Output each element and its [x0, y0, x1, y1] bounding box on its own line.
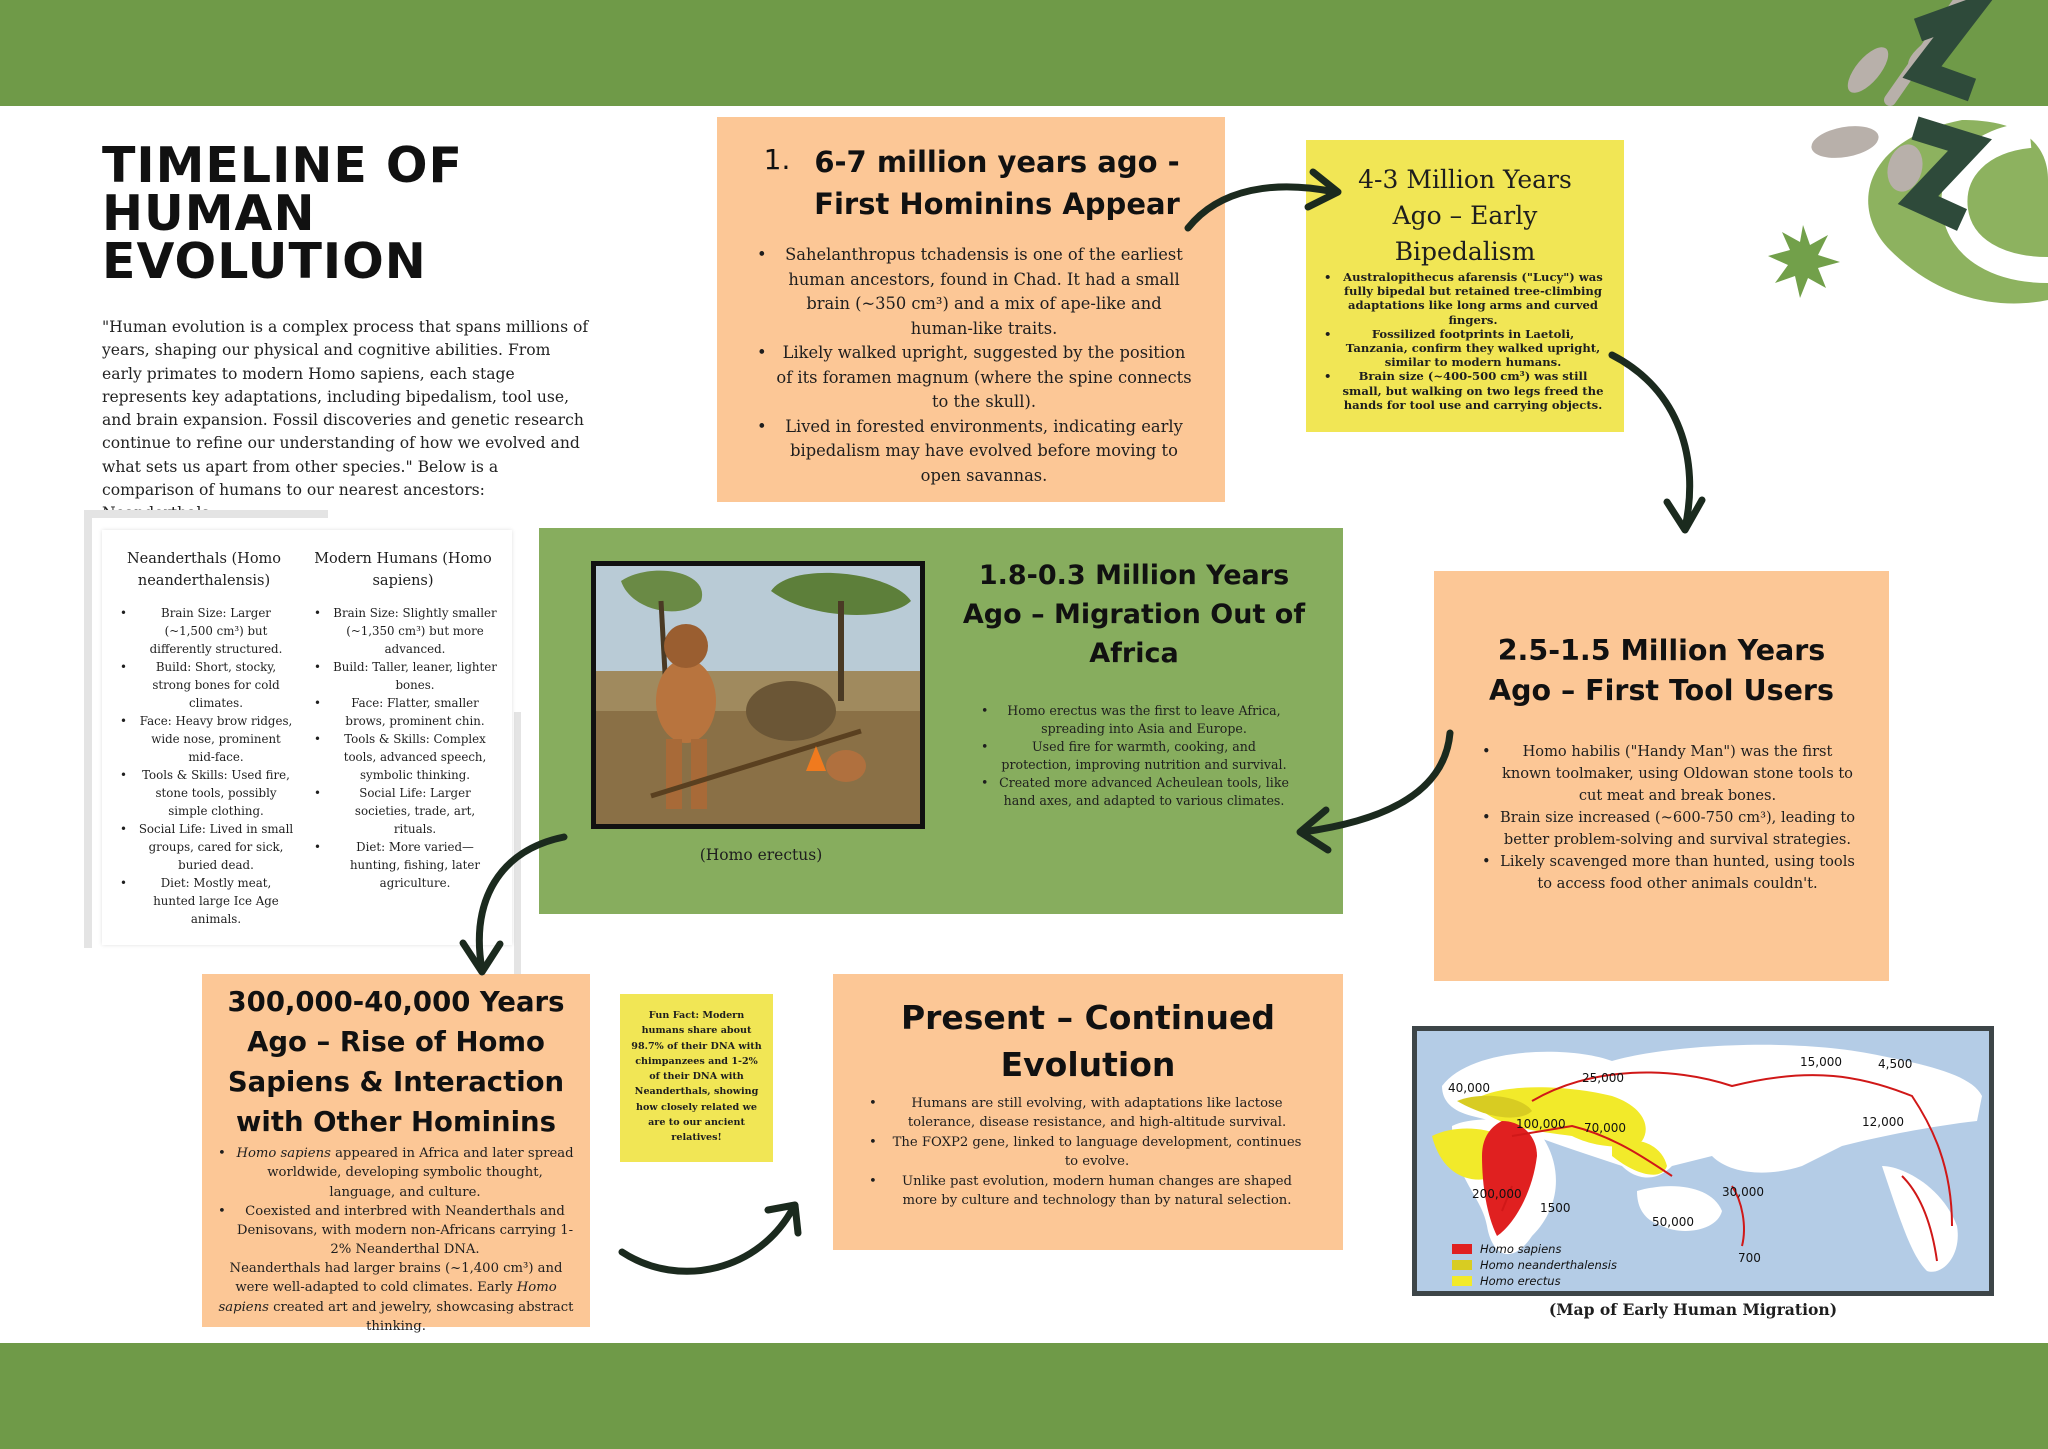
stage-4-list	[999, 702, 1289, 810]
stage-3-item: • Likely scavenged more than hunted, using tools to access food other animals couldn't.	[1500, 851, 1855, 895]
modern-human-item: • Social Life: Larger societies, trade, art, rituals.	[332, 784, 498, 838]
stage-2-item: • Brain size (~400-500 cm³) was still small, but walking on two legs freed the hands for tool use and carrying objects.	[1342, 369, 1604, 412]
stage-4-item: • Homo erectus was the first to leave Africa, spreading into Asia and Europe.	[999, 702, 1289, 738]
modern-human-heading: Modern Humans (Homo sapiens)	[314, 551, 492, 589]
stage-5-item	[236, 1144, 574, 1202]
homo-erectus-image-icon	[591, 561, 925, 829]
neanderthal-heading: Neanderthals (Homo neanderthalensis)	[126, 551, 282, 589]
stage-2-item: • Australopithecus afarensis ("Lucy") was fully bipedal but retained tree-climbing adaptations like long arms and curved fingers.	[1342, 270, 1604, 327]
map-label: 1500	[1540, 1201, 1571, 1215]
neanderthal-list	[114, 604, 294, 928]
intro-paragraph: "Human evolution is a complex process that spans millions of years, shaping our physical and cognitive abilities. From early primates to modern Homo sapiens, each stage represents key adaptations, including bipedalism, tool use, and brain expansion. Fossil discoveries and genetic research continue to refine our understanding of how we evolved and what sets us apart from other species." Below is a comparison of humans to our nearest ancestors: Neanderthals.	[102, 318, 589, 523]
fun-fact-card	[620, 994, 773, 1162]
page-title	[102, 137, 522, 290]
map-label: 200,000	[1472, 1187, 1522, 1201]
map-label: 700	[1738, 1251, 1761, 1265]
stage-5-item-text: appeared in Africa and later spread worldwide, developing symbolic thought, language, and culture.	[267, 1146, 574, 1200]
map-caption: (Map of Early Human Migration)	[1548, 1300, 1838, 1319]
map-label: 50,000	[1652, 1215, 1694, 1229]
legend-label: Homo erectus	[1480, 1274, 1561, 1288]
title-line-1: TIMELINE OF	[102, 137, 464, 194]
modern-human-item: • Diet: More varied—hunting, fishing, later agriculture.	[332, 838, 498, 892]
stage-5-paragraph	[214, 1259, 578, 1336]
map-label: 70,000	[1584, 1121, 1626, 1135]
bottom-banner	[0, 1343, 2048, 1449]
stage-1-title-line-2: First Hominins Appear	[814, 187, 1180, 221]
stage-5-paragraph-italic: Homo sapiens	[218, 1280, 557, 1315]
stage-3-list	[1500, 741, 1855, 895]
stage-1-card	[717, 117, 1225, 502]
neanderthal-item: • Tools & Skills: Used fire, stone tools, possibly simple clothing.	[138, 766, 294, 820]
stage-5-list	[236, 1144, 574, 1260]
neanderthal-item: • Build: Short, stocky, strong bones for cold climates.	[138, 658, 294, 712]
legend-swatch-neanderthalensis	[1452, 1260, 1472, 1270]
map-label: 12,000	[1862, 1115, 1904, 1129]
legend-swatch-erectus	[1452, 1276, 1472, 1286]
stage-5-item-italic: Homo sapiens	[236, 1146, 331, 1161]
title-line-2: HUMAN	[102, 185, 316, 242]
world-map-icon	[1412, 1026, 1994, 1296]
stage-2-card	[1306, 140, 1624, 432]
stage-1-number: 1.	[763, 143, 791, 176]
homo-erectus-caption: (Homo erectus)	[699, 846, 823, 864]
stage-3-item: • Homo habilis ("Handy Man") was the first known toolmaker, using Oldowan stone tools to cut meat and break bones.	[1500, 741, 1855, 807]
modern-human-column	[308, 548, 498, 892]
stage-3-title: 2.5-1.5 Million Years Ago – First Tool Users	[1489, 634, 1834, 707]
stage-3-card	[1434, 571, 1889, 981]
stage-6-item: • The FOXP2 gene, linked to language development, continues to evolve.	[887, 1133, 1307, 1172]
stage-6-card	[833, 974, 1343, 1250]
modern-human-list	[308, 604, 498, 892]
stage-3-item: • Brain size increased (~600-750 cm³), leading to better problem-solving and survival strategies.	[1500, 807, 1855, 851]
stage-2-title: 4-3 Million Years Ago – Early Bipedalism	[1358, 165, 1572, 266]
stage-1-item: • Sahelanthropus tchadensis is one of the earliest human ancestors, found in Chad. It had a small brain (~350 cm³) and a mix of ape-like and human-like traits.	[775, 243, 1193, 341]
modern-human-item: • Build: Taller, leaner, lighter bones.	[332, 658, 498, 694]
stage-4-card	[539, 528, 1343, 914]
stage-5-title: 300,000-40,000 Years Ago – Rise of Homo Sapiens & Interaction with Other Hominins	[227, 986, 565, 1138]
legend-label: Homo sapiens	[1480, 1242, 1562, 1256]
stage-4-item: • Created more advanced Acheulean tools, like hand axes, and adapted to various climates.	[999, 774, 1289, 810]
legend-label: Homo neanderthalensis	[1480, 1258, 1617, 1272]
comparison-card	[102, 530, 512, 945]
stage-4-item: • Used fire for warmth, cooking, and protection, improving nutrition and survival.	[999, 738, 1289, 774]
stage-2-item: • Fossilized footprints in Laetoli, Tanzania, confirm they walked upright, similar to modern humans.	[1342, 327, 1604, 370]
stage-6-title: Present – Continued Evolution	[900, 998, 1276, 1084]
stage-6-item: • Humans are still evolving, with adaptations like lactose tolerance, disease resistance, and high-altitude survival.	[887, 1094, 1307, 1133]
neanderthal-item: • Social Life: Lived in small groups, cared for sick, buried dead.	[138, 820, 294, 874]
map-label: 4,500	[1878, 1057, 1913, 1071]
stage-6-list	[887, 1094, 1307, 1210]
stage-1-item: • Lived in forested environments, indicating early bipedalism may have evolved before moving to open savannas.	[775, 415, 1193, 489]
map-label: 15,000	[1800, 1055, 1842, 1069]
leaf-decoration-icon	[1700, 0, 2048, 320]
fun-fact-text: Fun Fact: Modern humans share about 98.7% of their DNA with chimpanzees and 1-2% of their DNA with Neanderthals, showing how closely related we are to our ancient relatives!	[631, 1010, 762, 1144]
modern-human-item: • Brain Size: Slightly smaller (~1,350 cm³) but more advanced.	[332, 604, 498, 658]
stage-1-list	[775, 243, 1193, 488]
stage-5-paragraph-text: Neanderthals had larger brains (~1,400 cm³) and were well-adapted to cold climates. Early	[229, 1261, 563, 1296]
stage-1-item: • Likely walked upright, suggested by the position of its foramen magnum (where the spine connects to the skull).	[775, 341, 1193, 415]
map-label: 30,000	[1722, 1185, 1764, 1199]
map-label: 40,000	[1448, 1081, 1490, 1095]
modern-human-item: • Face: Flatter, smaller brows, prominent chin.	[332, 694, 498, 730]
stage-4-title: 1.8-0.3 Million Years Ago – Migration Out of Africa	[962, 560, 1306, 669]
neanderthal-item: • Face: Heavy brow ridges, wide nose, prominent mid-face.	[138, 712, 294, 766]
arrow-stage5-to-stage6-icon	[622, 1208, 793, 1271]
neanderthal-item: • Brain Size: Larger (~1,500 cm³) but differently structured.	[138, 604, 294, 658]
stage-5-card	[202, 974, 590, 1334]
legend-swatch-sapiens	[1452, 1244, 1472, 1254]
map-label: 100,000	[1516, 1117, 1566, 1131]
homo-erectus-illustration	[591, 561, 925, 829]
stage-5-paragraph-text-end: created art and jewelry, showcasing abstract thinking.	[268, 1299, 574, 1334]
migration-map	[1412, 1026, 1994, 1296]
neanderthal-item: • Diet: Mostly meat, hunted large Ice Age animals.	[138, 874, 294, 928]
stage-1-title-line-1: 6-7 million years ago -	[814, 145, 1180, 179]
map-label: 25,000	[1582, 1071, 1624, 1085]
modern-human-item: • Tools & Skills: Complex tools, advanced speech, symbolic thinking.	[332, 730, 498, 784]
stage-1-title	[797, 141, 1197, 225]
title-line-3: EVOLUTION	[102, 233, 427, 290]
neanderthal-column	[114, 548, 294, 928]
stage-6-item: • Unlike past evolution, modern human changes are shaped more by culture and technology than by natural selection.	[887, 1172, 1307, 1211]
stage-5-item: • Coexisted and interbred with Neanderthals and Denisovans, with modern non-Africans carrying 1-2% Neanderthal DNA.	[236, 1202, 574, 1260]
stage-2-list	[1342, 270, 1604, 412]
